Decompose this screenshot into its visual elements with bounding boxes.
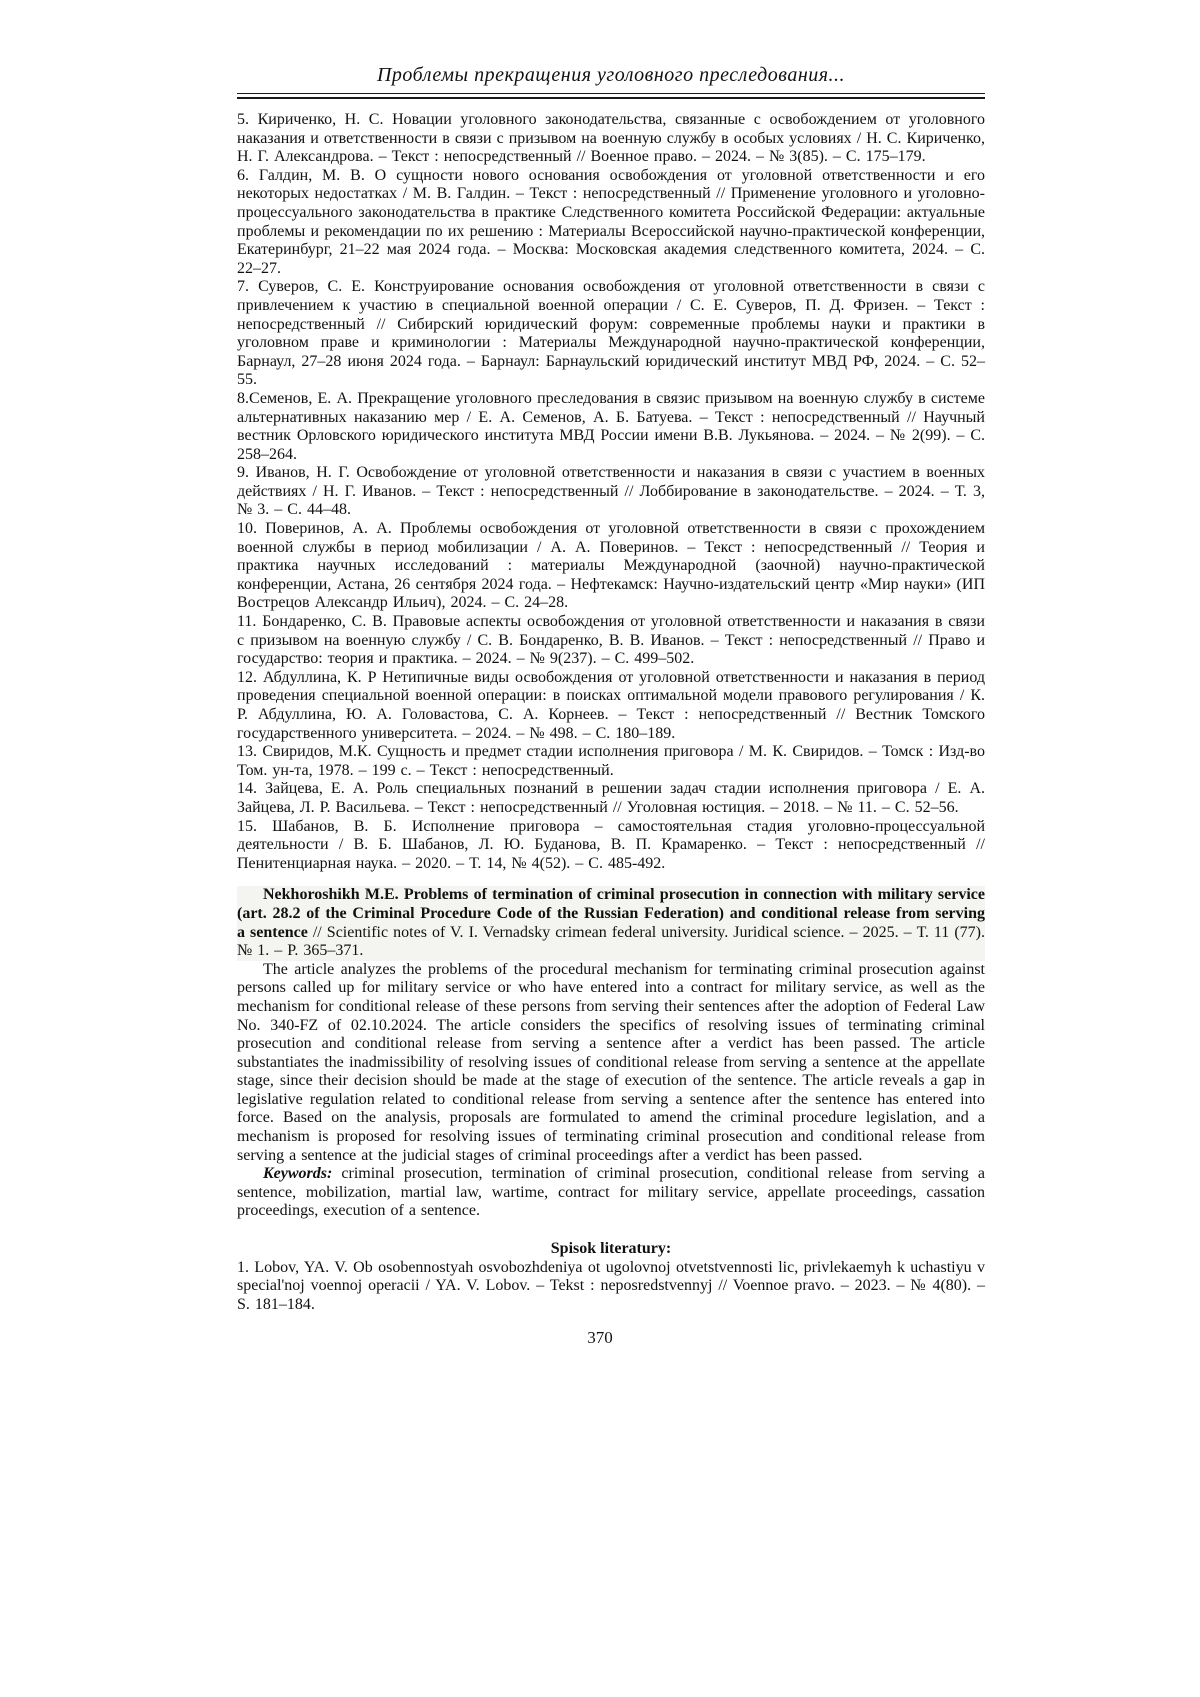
reference-item-5: 5. Кириченко, Н. С. Новации уголовного законодательства, связанные с освобождением от уголовного наказания и ответственности в связи с призывом на военную службу в особых условиях / Н. С. Кириченко, Н. Г. Александрова. – Текст : непосредственный // Военное право. – 2024. – № 3(85). – С. 175–179. bbox=[237, 111, 985, 166]
page-number: 370 bbox=[587, 1328, 613, 1347]
reference-item-10: 10. Поверинов, А. А. Проблемы освобождения от уголовной ответственности в связи с прохождением военной службы в период мобилизации / А. А. Поверинов. – Текст : непосредственный // Теория и практика научных исследований : материалы Международной (заочной) научно-практической конференции, Астана, 26 сентября 2024 года. – Нефтекамск: Научно-издательский центр «Мир науки» (ИП Вострецов Александр Ильич), 2024. – С. 24–28. bbox=[237, 520, 985, 612]
english-citation-title: Nekhoroshikh M.E. Problems of termination of criminal prosecution in connection with military service (art. 28.2 of the Criminal Procedure Code of the Russian Federation) and conditional release from serving a sentence bbox=[237, 886, 985, 941]
reference-item-11: 11. Бондаренко, С. В. Правовые аспекты освобождения от уголовной ответственности и наказания в связи с призывом на военную службу / С. В. Бондаренко, В. В. Иванов. – Текст : непосредственный // Право и государство: теория и практика. – 2024. – № 9(237). – С. 499–502. bbox=[237, 613, 985, 668]
reference-item-6: 6. Галдин, М. В. О сущности нового основания освобождения от уголовной ответственности и его некоторых недостатках / М. В. Галдин. – Текст : непосредственный // Применение уголовного и уголовно-процессуального законодательства в практике Следственного комитета Российской Федерации: актуальные проблемы и рекомендации по их решению : Материалы Всероссийской научно-практической конференции, Екатеринбург, 21–22 мая 2024 года. – Москва: Московская академия следственного комитета, 2024. – С. 22–27. bbox=[237, 166, 985, 277]
reference-item-15: 15. Шабанов, В. Б. Исполнение приговора – самостоятельная стадия уголовно-процессуальной деятельности / В. Б. Шабанов, Л. Ю. Буданова, В. П. Крамаренко. – Текст : непосредственный // Пенитенциарная наука. – 2020. – Т. 14, № 4(52). – С. 485-492. bbox=[237, 817, 985, 872]
spisok-item-1: 1. Lobov, YA. V. Ob osobennostyah osvobozhdeniya ot ugolovnoj otvetstvennosti lic, privlekaemyh k uchastiyu v special'noj voennoj operacii / YA. V. Lobov. – Tekst : neposredstvennyj // Voennoe pravo. – 2023. – № 4(80). – S. 181–184. bbox=[237, 1258, 985, 1313]
transliterated-reference-list bbox=[237, 1259, 985, 1315]
running-title: Проблемы прекращения уголовного преследования... bbox=[376, 64, 846, 86]
keywords-paragraph bbox=[237, 1165, 985, 1221]
english-citation-source: // Scientific notes of V. I. Vernadsky crimean federal university. Juridical science. – 2025. – Т. 11 (77). № 1. – P. 365–371. bbox=[237, 923, 986, 960]
reference-item-14: 14. Зайцева, Е. А. Роль специальных познаний в решении задач стадии исполнения приговора / Е. А. Зайцева, Л. Р. Васильева. – Текст : непосредственный // Уголовная юстиция. – 2018. – № 11. – С. 52–56. bbox=[237, 780, 985, 816]
russian-reference-list bbox=[237, 111, 985, 873]
abstract-text: The article analyzes the problems of the procedural mechanism for terminating criminal prosecution against persons called up for military service or who have entered into a contract for military service, as well as the mechanism for conditional release of these persons from serving their sentences after the adoption of Federal Law No. 340-FZ of 02.10.2024. The article considers the specifics of resolving issues of terminating criminal prosecution and conditional release from serving a sentence after a verdict has been passed. The article substantiates the inadmissibility of resolving issues of conditional release from serving a sentence at the appellate stage, since their decision should be made at the stage of execution of the sentence. The article reveals a gap in legislative regulation related to conditional release from serving a sentence after the sentence has entered into force. Based on the analysis, proposals are formulated to amend the criminal procedure legislation, and a mechanism is proposed for resolving issues of terminating criminal prosecution and conditional release from serving a sentence at the judicial stages of criminal proceedings after a verdict has been passed. bbox=[237, 960, 985, 1164]
spisok-literatury-heading: Spisok literatury: bbox=[550, 1240, 672, 1258]
reference-item-13: 13. Свиридов, М.К. Сущность и предмет стадии исполнения приговора / М. К. Свиридов. – Томск : Изд-во Том. ун-та, 1978. – 199 с. – Текст : непосредственный. bbox=[237, 743, 985, 779]
text-column bbox=[237, 64, 985, 1314]
reference-item-7: 7. Суверов, С. Е. Конструирование основания освобождения от уголовной ответственности в связи с привлечением к участию в специальной военной операции / С. Е. Суверов, П. Д. Фризен. – Текст : непосредственный // Сибирский юридический форум: современные проблемы науки и практики в уголовном праве и криминологии : Материалы Международной научно-практической конференции, Барнаул, 27–28 июня 2024 года. – Барнаул: Барнаульский юридический институт МВД РФ, 2024. – С. 52–55. bbox=[237, 278, 985, 389]
reference-item-9: 9. Иванов, Н. Г. Освобождение от уголовной ответственности и наказания в связи с участием в военных действиях / Н. Г. Иванов. – Текст : непосредственный // Лоббирование в законодательстве. – 2024. – Т. 3, № 3. – С. 44–48. bbox=[237, 464, 985, 519]
keywords-label: Keywords: bbox=[263, 1165, 333, 1183]
reference-item-8: 8.Семенов, Е. А. Прекращение уголовного преследования в связис призывом на военную службу в системе альтернативных наказанию мер / Е. А. Семенов, А. Б. Батуева. – Текст : непосредственный // Научный вестник Орловского юридического института МВД России имени В.В. Лукьянова. – 2024. – № 2(99). – С. 258–264. bbox=[237, 389, 985, 463]
reference-item-12: 12. Абдуллина, К. Р Нетипичные виды освобождения от уголовной ответственности и наказания в период проведения специальной военной операции: в поисках оптимальной модели правового регулирования / К. Р. Абдуллина, Ю. А. Головастова, С. А. Корнеев. – Текст : непосредственный // Вестник Томского государственного университета. – 2024. – № 498. – С. 180–189. bbox=[237, 668, 985, 742]
english-citation bbox=[237, 886, 985, 960]
english-abstract-block bbox=[237, 886, 985, 1221]
keywords-text: criminal prosecution, termination of criminal prosecution, conditional release from serving a sentence, mobilization, martial law, wartime, contract for military service, appellate proceedings, cassation proceedings, execution of a sentence. bbox=[237, 1165, 985, 1220]
header-divider bbox=[237, 93, 985, 99]
